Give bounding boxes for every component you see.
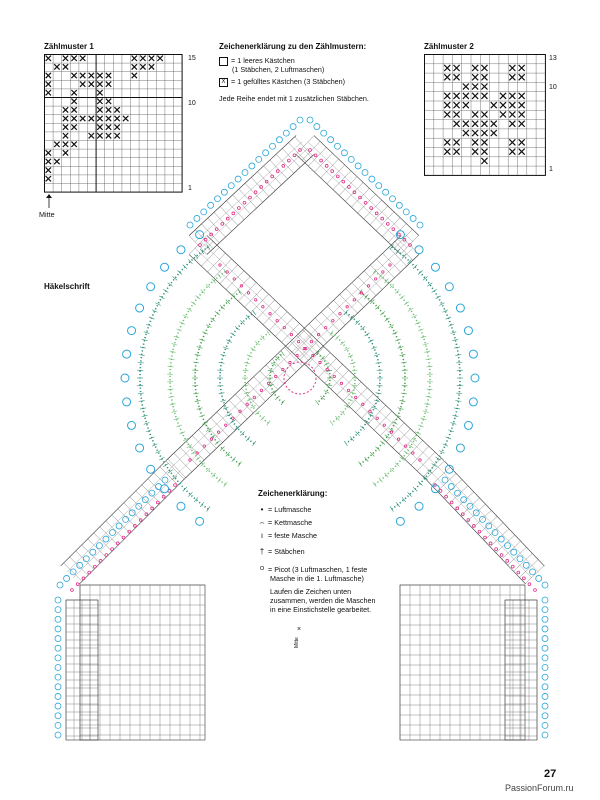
brand-watermark: PassionForum.ru: [505, 783, 574, 793]
picot-icon: ᴼ: [259, 565, 265, 574]
legend-chain-stitch: • = Luftmasche: [256, 505, 311, 514]
legend-single-crochet: ı = feste Masche: [256, 531, 317, 540]
muster2-title: Zählmuster 2: [424, 42, 474, 51]
muster2-row-label-10: 10: [549, 84, 557, 91]
legend-note-2: zusammen, werden die Maschen: [270, 596, 376, 605]
legend-top-note: Jede Reihe endet mit 1 zusätzlichen Stäbchen.: [219, 94, 369, 103]
legend-picot: ᴼ = Picot (3 Luftmaschen, 1 feste: [256, 565, 367, 574]
double-crochet-icon: †: [259, 547, 265, 556]
chain-stitch-icon: •: [260, 505, 264, 514]
legend-note-1: Laufen die Zeichen unten: [270, 587, 352, 596]
muster2-row-label-13: 13: [549, 55, 557, 62]
chart-title: Häkelschrift: [44, 282, 90, 291]
muster1-row-label-1: 1: [188, 185, 192, 192]
filled-box-icon: X: [219, 78, 228, 87]
slip-stitch-icon: ⌢: [259, 518, 265, 527]
legend-note-3: in eine Einstichstelle gearbeitet.: [270, 605, 372, 614]
legend-double-crochet: † = Stäbchen: [256, 547, 305, 556]
muster1-title: Zählmuster 1: [44, 42, 94, 51]
muster1-row-label-15: 15: [188, 55, 196, 62]
single-crochet-icon: ı: [260, 531, 264, 540]
legend-empty-detail: (1 Stäbchen, 2 Luftmaschen): [232, 65, 325, 74]
center-x-mark: ×: [297, 626, 302, 633]
legend-top-title: Zeichenerklärung zu den Zählmustern:: [219, 42, 367, 51]
legend-slip-stitch: ⌢ = Kettmasche: [256, 518, 312, 528]
legend-picot-cont: Masche in die 1. Luftmasche): [270, 574, 364, 583]
legend-bottom-title: Zeichenerklärung:: [258, 489, 328, 498]
legend-filled-box: X = 1 gefülltes Kästchen (3 Stäbchen): [219, 77, 345, 87]
mitte-label: Mitte: [39, 210, 55, 219]
legend-empty-box: = 1 leeres Kästchen: [219, 56, 295, 66]
center-mitte-label: Mitte: [294, 637, 300, 648]
page-number: 27: [544, 768, 557, 780]
muster1-row-label-10: 10: [188, 100, 196, 107]
muster2-row-label-1: 1: [549, 166, 553, 173]
